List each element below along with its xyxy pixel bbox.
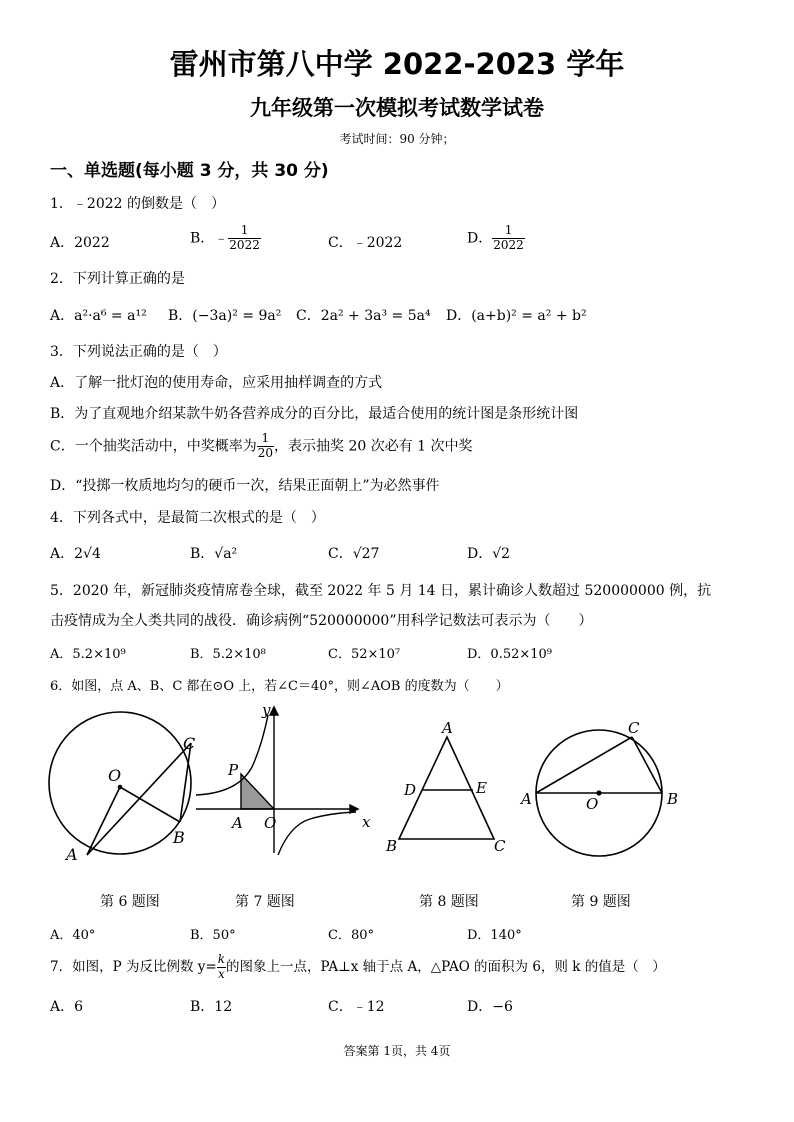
q2-stem: 2．下列计算正确的是 [50, 271, 185, 287]
q4-option-a: A．2√4 [50, 546, 101, 562]
fig7-label-y: y [262, 701, 271, 719]
fig7-label-x: x [362, 813, 371, 831]
fig7-label-o: O [264, 814, 277, 832]
caption-fig9: 第 9 题图 [571, 894, 631, 910]
fig6-label-c: C [183, 734, 196, 753]
q3-option-c: C．一个抽奖活动中，中奖概率为 $\frac{1}{20}$ ，表示抽奖 20 次必有 1 次中奖 [50, 431, 473, 460]
q1-option-d: D． $\frac{1}{2022}$ [467, 223, 524, 252]
figure-7-hyperbola [196, 707, 358, 855]
section-heading: 一、单选题(每小题 3 分，共 30 分) [50, 161, 329, 181]
q4-option-d: D．√2 [467, 546, 511, 562]
fig7-label-a: A [232, 814, 243, 832]
q6-option-d: D．140° [467, 928, 522, 943]
exam-title: 雷州市第八中学 2022-2023 学年 [169, 47, 625, 81]
q4-option-b: B．√a² [190, 546, 238, 562]
q3-option-a: A．了解一批灯泡的使用寿命，应采用抽样调查的方式 [50, 375, 383, 391]
q5-option-d: D．0.52×10⁹ [467, 647, 553, 662]
q6-option-a: A．40° [50, 928, 96, 943]
q1-option-b: B．﹣ $\frac{1}{2022}$ [190, 223, 260, 252]
fig9-label-o: O [586, 795, 599, 813]
q2-option-d: D．(a+b)² = a² + b² [446, 308, 587, 324]
q1-option-c: C．﹣2022 [328, 235, 403, 251]
fig8-label-e: E [476, 779, 487, 797]
page-footer: 答案第 1页，共 4页 [343, 1044, 451, 1058]
q7-option-c: C．﹣12 [328, 999, 385, 1015]
fig6-label-a: A [66, 845, 78, 864]
q5-option-c: C．52×10⁷ [328, 647, 401, 662]
q7-stem: 7．如图，P 为反比例数 y= $\frac{k}{x}$ 的图象上一点，PA⊥x 轴于点 A，△PAO 的面积为 6，则 k 的值是（ ） [50, 952, 666, 981]
q7-option-b: B．12 [190, 999, 233, 1015]
q2-option-a: A．a²·a⁶ = a¹² [50, 308, 147, 324]
q3-stem: 3．下列说法正确的是（ ） [50, 344, 227, 360]
q3-option-d: D．“投掷一枚质地均匀的硬币一次，结果正面朝上”为必然事件 [50, 478, 440, 494]
q1-option-a: A．2022 [50, 235, 110, 251]
q4-stem: 4．下列各式中，是最简二次根式的是（ ） [50, 510, 325, 526]
q7-option-a: A．6 [50, 999, 84, 1015]
fig9-label-b: B [667, 790, 679, 808]
caption-fig7: 第 7 题图 [235, 894, 295, 910]
fig9-label-a: A [521, 790, 532, 808]
q5-option-b: B．5.2×10⁸ [190, 647, 266, 662]
q2-option-b: B．(−3a)² = 9a² [168, 308, 282, 324]
fig9-label-c: C [628, 719, 640, 737]
q4-option-c: C．√27 [328, 546, 380, 562]
q2-option-c: C．2a² + 3a³ = 5a⁴ [296, 308, 431, 324]
fig7-label-p: P [228, 761, 239, 779]
fig8-label-c: C [494, 837, 506, 855]
q6-stem: 6．如图，点 A、B、C 都在⊙O 上，若∠C＝40°，则∠AOB 的度数为（ ） [50, 679, 509, 694]
fig6-label-o: O [108, 766, 122, 785]
caption-fig8: 第 8 题图 [419, 894, 479, 910]
fig6-label-b: B [173, 828, 185, 847]
exam-time: 考试时间：90 分钟； [339, 132, 455, 146]
figure-9-circle [536, 730, 662, 856]
q7-option-d: D．−6 [467, 999, 513, 1015]
q6-option-c: C．80° [328, 928, 374, 943]
q5-line2: 击疫情成为全人类共同的战役．确诊病例“520000000”用科学记数法可表示为（ ） [50, 613, 593, 629]
q5-option-a: A．5.2×10⁹ [50, 647, 126, 662]
q6-option-b: B．50° [190, 928, 236, 943]
caption-fig6: 第 6 题图 [100, 894, 160, 910]
q5-line1: 5．2020 年，新冠肺炎疫情席卷全球，截至 2022 年 5 月 14 日，累计确诊人数超过 520000000 例，抗 [50, 583, 712, 599]
fig8-label-b: B [386, 837, 398, 855]
fig8-label-d: D [404, 781, 417, 799]
q1-stem: 1．﹣2022 的倒数是（ ） [50, 196, 225, 212]
exam-subtitle: 九年级第一次模拟考试数学试卷 [250, 96, 544, 120]
figures-row [0, 695, 794, 880]
q3-option-b: B．为了直观地介绍某款牛奶各营养成分的百分比，最适合使用的统计图是条形统计图 [50, 406, 579, 422]
fig8-label-a: A [442, 719, 453, 737]
